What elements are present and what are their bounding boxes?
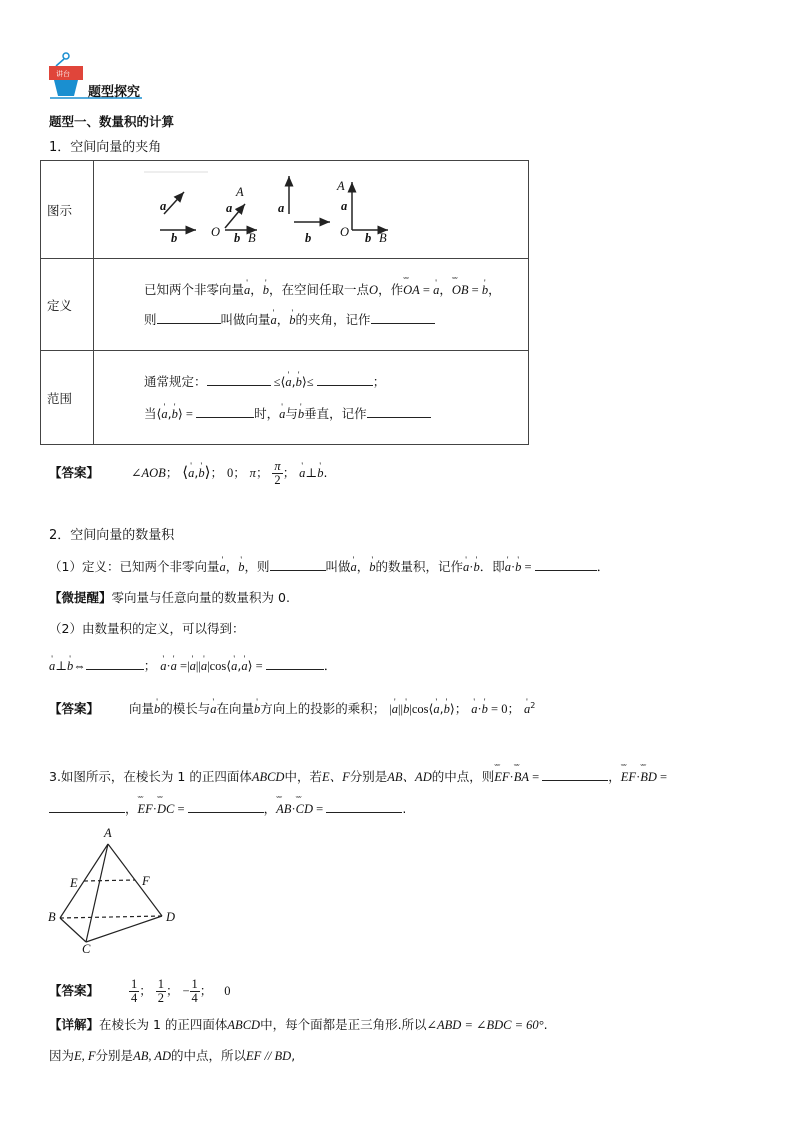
range-text-2: 当: [144, 405, 157, 421]
angle-table: [40, 160, 529, 445]
header-logo: [46, 50, 146, 102]
def-text-1: 已知两个非零向量: [144, 281, 245, 297]
answer-angle: ∠AOB: [130, 466, 166, 480]
vec-OB: ˇˇˇ OB: [452, 275, 469, 305]
row-label-figure: 图示: [41, 161, 94, 259]
row-label-range: 范围: [41, 351, 94, 445]
fig4-B-label: B: [379, 231, 387, 245]
label-E: E: [70, 876, 78, 890]
answer-3-label: 【答案】: [49, 983, 100, 998]
label-A: A: [104, 826, 112, 840]
vec-a-3: ' a: [271, 305, 277, 335]
vec-OA: ˇˇˇ OA: [403, 275, 420, 305]
answer-1-label: 【答案】: [49, 465, 100, 480]
item2-title: 2．空间向量的数量积: [49, 528, 175, 543]
q3-line1: 3.如图所示，在棱长为 1 的正四面体ABCD中，若E、F分别是AB、AD的中点，则ˇˇˇ EF·ˇˇˇ BA = ，ˇˇˇ EF·ˇˇˇ BD =: [49, 768, 667, 785]
answer-pi: π: [249, 466, 256, 480]
answer-half-pi: $\frac{\pi}{2}$: [274, 459, 281, 487]
vec-a-2: ' a: [433, 275, 439, 305]
fig4-b-label: b: [365, 231, 372, 245]
fig2-a-label: a: [226, 201, 233, 215]
fig4-a-label: a: [341, 199, 348, 213]
def-text-5: 叫做向量: [220, 311, 271, 327]
point-O: O: [369, 282, 379, 297]
label-D: D: [166, 910, 176, 924]
item2-p1: （1）定义：已知两个非零向量' a，' b，则 叫做' a，' b的数量积，记作' a·' b．即' a·' b = ．: [49, 558, 609, 575]
def-text-3: ，作: [378, 281, 404, 297]
answer-2-label: 【答案】: [49, 701, 100, 717]
vec-a: ' a: [244, 275, 250, 305]
figure-cell: [94, 161, 529, 259]
item2-formulas: ' a⊥' b⇔ ； ' a·' a =|' a||' a|cos⟨' a,' a⟩ = ．: [49, 657, 336, 674]
tip-label: 【微提醒】: [49, 590, 112, 605]
def-text-6: 的夹角，记作: [295, 311, 371, 327]
fig3-a-label: a: [278, 201, 285, 215]
vec-b: ' b: [263, 275, 269, 305]
answer-2: 【答案】 向量' b的模长与' a在向量' b方向上的投影的乘积； |' a||' b|cos⟨' a,' b⟩； ' a·' b = 0； ' $a^2$: [49, 698, 535, 717]
fig4-A-label: A: [337, 179, 345, 193]
vec-b-3: ' b: [289, 305, 295, 335]
q3-line2: ，ˇˇˇ EF·ˇˇˇ DC = ，ˇˇˇ AB·ˇˇˇ CD = .: [49, 800, 406, 817]
fig2-B-label: B: [248, 231, 256, 245]
tetrahedron-figure: [46, 826, 186, 960]
tip-text: 零向量与任意向量的数量积为 0.: [111, 590, 290, 605]
fig3-b-label: b: [305, 231, 312, 245]
def-text-2: ，在空间任取一点: [269, 281, 370, 297]
row-label-definition: 定义: [41, 259, 94, 351]
fig4-O-label: O: [340, 225, 350, 239]
definition-cell: 已知两个非零向量' a，' b，在空间任取一点O，作ˇˇˇ OA = ' a，ˇˇˇ OB = ' b， 则 叫做向量' a，' b的夹角，记作: [94, 259, 529, 351]
label-C: C: [82, 942, 91, 956]
range-text-4: 与: [285, 405, 298, 421]
label-B: B: [48, 910, 56, 924]
detail-label: 【详解】: [49, 1017, 100, 1032]
vec-b-2: ' b: [482, 275, 488, 305]
fig1-b-label: b: [171, 231, 178, 245]
last-line: 因为E, F分别是AB, AD的中点，所以EF // BD,: [49, 1048, 296, 1063]
detail-line: 【详解】在棱长为 1 的正四面体ABCD中，每个面都是正三角形.所以∠ABD = ∠BDC = 60°.: [49, 1017, 548, 1032]
fig1-a-label: a: [160, 199, 167, 213]
fig2-O-label: O: [211, 225, 221, 239]
label-F: F: [142, 874, 150, 888]
item1-title: 1．空间向量的夹角: [49, 140, 162, 155]
header-badge-text: 讲台: [56, 70, 70, 78]
answer-3: 【答案】 $\frac{1}{4}$ ； $\frac{1}{2}$ ； − $\frac{1}{4}$ ； 0: [49, 977, 231, 1005]
range-text-5: 垂直，记作: [304, 405, 367, 421]
answer-zero: 0: [226, 466, 234, 480]
answer-1: 【答案】 ∠AOB； ⟨' a,' b⟩； 0； π； $\frac{\pi}{2}$ ； ' a⊥' b.: [49, 460, 327, 487]
item2-p2: （2）由数量积的定义，可以得到：: [49, 621, 245, 636]
tip: [49, 590, 290, 606]
range-text-3: 时，: [254, 405, 280, 421]
range-text-1: 通常规定：: [144, 373, 207, 389]
type-title: 题型一、数量积的计算: [49, 114, 175, 129]
header-title: 题型探究: [88, 85, 141, 100]
def-text-4: 则: [144, 311, 157, 327]
fig2-b-label: b: [234, 231, 241, 245]
fig2-A-label: A: [236, 185, 244, 199]
range-cell: 通常规定： ≤⟨' a,' b⟩≤ ； 当⟨' a,' b⟩ = 时，' a与' b垂直，记作: [94, 351, 529, 445]
